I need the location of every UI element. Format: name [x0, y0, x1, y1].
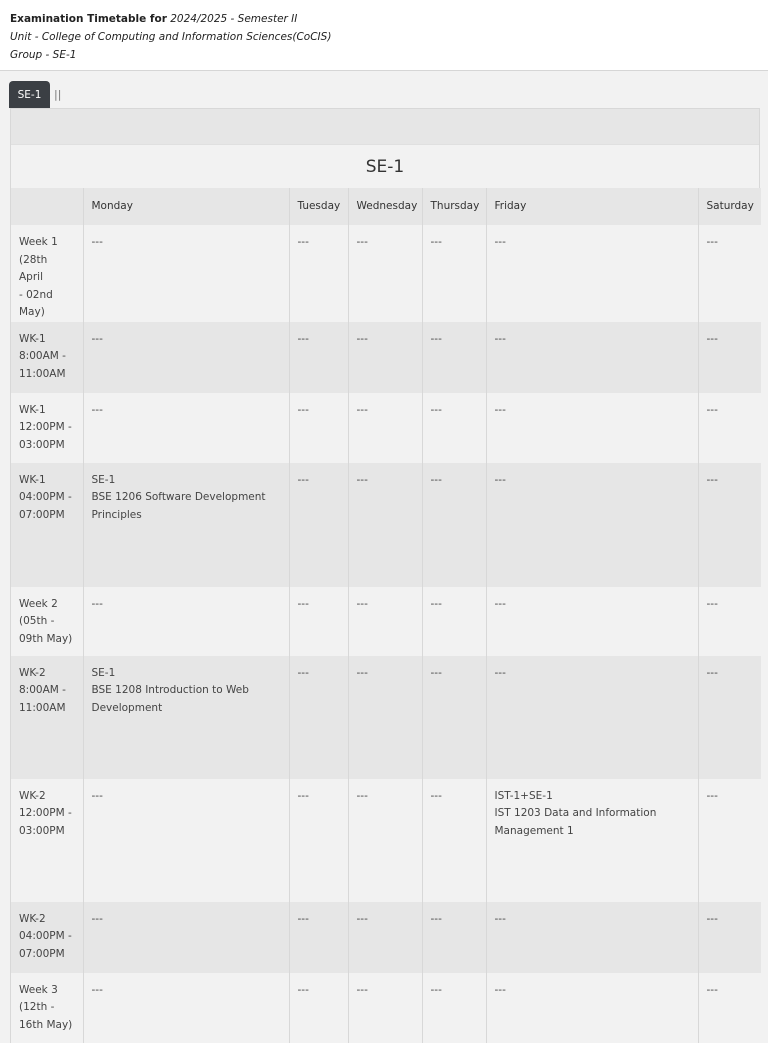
slot-line: WK-2	[19, 666, 46, 679]
slot-line: WK-2	[19, 912, 46, 925]
exam-cell	[348, 779, 422, 902]
exam-line: ---	[91, 236, 103, 248]
slot-cell	[11, 902, 83, 973]
exam-line: ---	[494, 597, 506, 610]
slot-line: 04:00PM -	[19, 491, 72, 503]
slot-line: WK-1	[19, 403, 46, 416]
table-row	[11, 656, 761, 779]
timetable-table	[11, 188, 761, 1043]
slot-line: 11:00AM	[19, 701, 66, 714]
table-row	[11, 393, 761, 463]
timetable-panel	[10, 108, 760, 1043]
exam-cell	[698, 393, 761, 463]
slot-line: WK-1	[19, 473, 46, 486]
exam-line: ---	[706, 789, 718, 802]
exam-cell	[83, 779, 289, 902]
exam-cell	[348, 656, 422, 779]
exam-line: ---	[356, 473, 368, 486]
exam-cell	[486, 322, 698, 393]
timetable-caption: SE-1	[11, 144, 759, 188]
exam-line: ---	[356, 983, 368, 996]
exam-line: ---	[706, 666, 718, 679]
exam-cell	[289, 322, 348, 393]
exam-line: ---	[430, 473, 442, 486]
slot-line: (28th April	[19, 253, 48, 283]
exam-line: ---	[430, 332, 442, 345]
exam-cell	[422, 322, 486, 393]
exam-line: SE-1	[91, 666, 116, 679]
table-row	[11, 587, 761, 656]
table-row	[11, 463, 761, 587]
slot-line: 03:00PM	[19, 438, 65, 451]
slot-cell	[11, 393, 83, 463]
exam-cell	[289, 973, 348, 1043]
slot-cell	[11, 587, 83, 656]
column-header-wednesday: Wednesday	[348, 188, 422, 225]
exam-line: ---	[356, 666, 368, 679]
exam-cell	[289, 656, 348, 779]
exam-line: ---	[356, 597, 368, 610]
exam-line: IST-1+SE-1	[494, 789, 553, 802]
slot-line: (12th -	[19, 1001, 55, 1013]
exam-line: BSE 1208 Introduction to Web	[91, 684, 249, 696]
exam-cell	[486, 393, 698, 463]
exam-line: ---	[356, 332, 368, 345]
exam-cell	[422, 393, 486, 463]
tab-se-1[interactable]: SE-1	[9, 81, 50, 108]
exam-cell	[486, 779, 698, 902]
exam-cell	[698, 902, 761, 973]
exam-line: ---	[430, 789, 442, 802]
exam-cell	[289, 225, 348, 322]
column-header-monday: Monday	[83, 188, 289, 225]
header-unit: Unit - College of Computing and Information Sciences(CoCIS)	[10, 31, 332, 43]
exam-line: ---	[430, 236, 442, 248]
table-row	[11, 225, 761, 322]
exam-line: ---	[356, 789, 368, 802]
exam-line: ---	[494, 332, 506, 345]
slot-cell	[11, 779, 83, 902]
slot-line: 04:00PM -	[19, 930, 72, 942]
column-header-slot	[11, 188, 83, 225]
slot-line: 8:00AM -	[19, 350, 66, 362]
exam-cell	[698, 587, 761, 656]
exam-line: ---	[91, 983, 103, 996]
exam-line: ---	[297, 332, 309, 345]
slot-line: 11:00AM	[19, 367, 66, 380]
exam-cell	[289, 393, 348, 463]
exam-cell	[486, 902, 698, 973]
exam-cell	[289, 902, 348, 973]
exam-cell	[422, 225, 486, 322]
exam-cell	[422, 779, 486, 902]
exam-cell	[348, 587, 422, 656]
exam-cell	[486, 587, 698, 656]
exam-line: ---	[494, 983, 506, 996]
timetable-body	[11, 225, 761, 1043]
exam-line: ---	[494, 403, 506, 416]
slot-line: Week 2	[19, 597, 58, 610]
slot-line: 8:00AM -	[19, 684, 66, 696]
exam-line: ---	[91, 332, 103, 345]
exam-cell	[289, 587, 348, 656]
exam-line: ---	[297, 789, 309, 802]
exam-cell	[422, 656, 486, 779]
exam-cell	[348, 225, 422, 322]
exam-line: ---	[297, 912, 309, 925]
exam-line: ---	[494, 666, 506, 679]
exam-line: ---	[494, 912, 506, 925]
exam-cell	[698, 973, 761, 1043]
exam-cell	[289, 779, 348, 902]
exam-line: Development	[91, 701, 163, 714]
exam-line: ---	[430, 403, 442, 416]
exam-line: SE-1	[91, 473, 116, 486]
exam-cell	[486, 225, 698, 322]
exam-line: ---	[91, 789, 103, 802]
timetable-header	[0, 0, 768, 71]
exam-line: ---	[356, 912, 368, 925]
exam-cell	[83, 902, 289, 973]
column-header-tuesday: Tuesday	[289, 188, 348, 225]
timetable-top-band	[11, 108, 759, 144]
header-title-line	[10, 10, 758, 28]
exam-line: ---	[706, 403, 718, 416]
slot-line: 03:00PM	[19, 824, 65, 837]
exam-cell	[83, 587, 289, 656]
header-title: Examination Timetable for	[10, 13, 167, 25]
exam-cell	[289, 463, 348, 587]
slot-line: May)	[19, 306, 45, 318]
exam-line: IST 1203 Data and Information	[494, 807, 657, 819]
exam-line: BSE 1206 Software Development	[91, 491, 266, 503]
exam-line: ---	[430, 597, 442, 610]
exam-cell	[698, 322, 761, 393]
slot-line: 09th May)	[19, 632, 73, 645]
table-row	[11, 322, 761, 393]
exam-cell	[486, 463, 698, 587]
slot-cell	[11, 225, 83, 322]
exam-line: ---	[706, 236, 718, 248]
exam-line: ---	[91, 912, 103, 925]
slot-cell	[11, 322, 83, 393]
exam-line: ---	[356, 403, 368, 416]
slot-line: WK-2	[19, 789, 46, 802]
slot-line: WK-1	[19, 332, 46, 345]
table-row	[11, 973, 761, 1043]
exam-cell	[83, 463, 289, 587]
header-semester: 2024/2025 - Semester II	[170, 13, 298, 25]
exam-cell	[83, 656, 289, 779]
slot-line: 07:00PM	[19, 947, 65, 960]
slot-line: Week 3	[19, 983, 58, 996]
exam-line: ---	[356, 236, 368, 248]
exam-cell	[486, 973, 698, 1043]
slot-line: Week 1	[19, 236, 58, 248]
exam-cell	[422, 902, 486, 973]
exam-line: ---	[91, 597, 103, 610]
exam-cell	[698, 463, 761, 587]
column-header-saturday: Saturday	[698, 188, 761, 225]
table-row	[11, 902, 761, 973]
column-header-thursday: Thursday	[422, 188, 486, 225]
exam-line: ---	[706, 912, 718, 925]
exam-line: ---	[430, 666, 442, 679]
exam-line: ---	[297, 983, 309, 996]
exam-cell	[698, 656, 761, 779]
exam-cell	[348, 322, 422, 393]
exam-line: ---	[297, 473, 309, 486]
slot-line: 16th May)	[19, 1018, 73, 1031]
exam-cell	[83, 225, 289, 322]
exam-line: ---	[297, 236, 309, 248]
exam-line: ---	[297, 597, 309, 610]
slot-line: - 02nd	[19, 288, 53, 301]
exam-cell	[486, 656, 698, 779]
exam-line: ---	[494, 236, 506, 248]
exam-line: ---	[494, 473, 506, 486]
slot-line: 12:00PM -	[19, 421, 72, 433]
exam-cell	[348, 393, 422, 463]
exam-line: ---	[706, 332, 718, 345]
exam-cell	[348, 463, 422, 587]
exam-cell	[83, 393, 289, 463]
exam-cell	[698, 225, 761, 322]
exam-cell	[83, 973, 289, 1043]
exam-cell	[422, 587, 486, 656]
exam-cell	[83, 322, 289, 393]
slot-cell	[11, 973, 83, 1043]
exam-line: ---	[706, 473, 718, 486]
slot-line: 07:00PM	[19, 508, 65, 521]
exam-line: ---	[297, 666, 309, 679]
slot-line: (05th -	[19, 615, 55, 627]
slot-cell	[11, 463, 83, 587]
exam-cell	[698, 779, 761, 902]
slot-cell	[11, 656, 83, 779]
exam-line: ---	[430, 983, 442, 996]
exam-line: ---	[91, 403, 103, 416]
exam-line: Principles	[91, 508, 142, 521]
column-header-friday: Friday	[486, 188, 698, 225]
slot-line: 12:00PM -	[19, 807, 72, 819]
table-row	[11, 779, 761, 902]
timetable-header-row	[11, 188, 761, 225]
tab-separator: ||	[54, 88, 62, 101]
header-group: Group - SE-1	[10, 49, 77, 61]
group-tabs	[9, 81, 61, 108]
exam-line: ---	[706, 597, 718, 610]
exam-line: ---	[297, 403, 309, 416]
exam-line: ---	[706, 983, 718, 996]
exam-cell	[348, 902, 422, 973]
exam-cell	[422, 973, 486, 1043]
exam-line: ---	[430, 912, 442, 925]
exam-cell	[348, 973, 422, 1043]
exam-cell	[422, 463, 486, 587]
exam-line: Management 1	[494, 824, 574, 837]
